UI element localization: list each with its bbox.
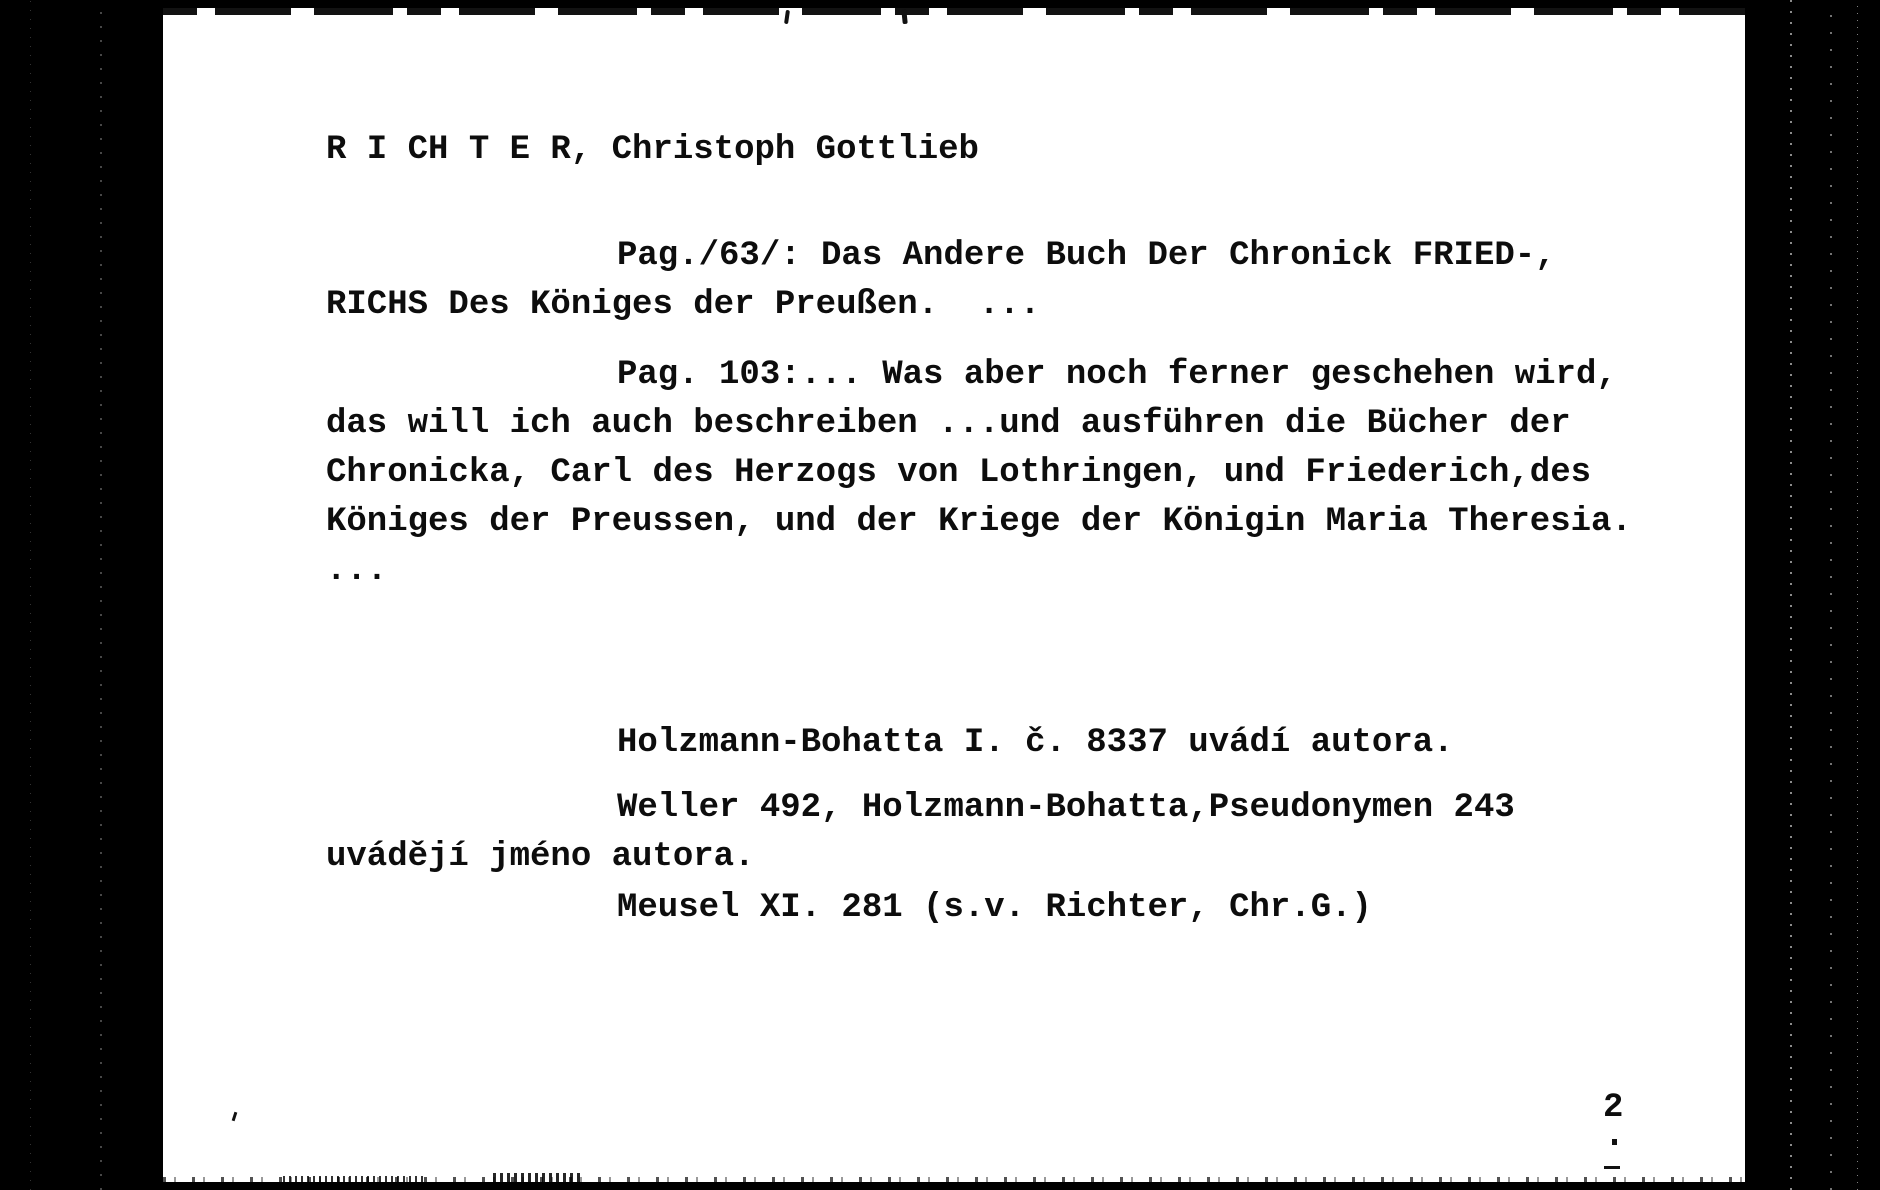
excerpt-line: Chronicka, Carl des Herzogs von Lothringen, und Friederich,des [326, 454, 1592, 492]
excerpt-ellipsis: ... [326, 552, 388, 590]
scan-ink-mark [784, 10, 790, 24]
scan-top-edge-artifact [163, 8, 1745, 15]
document-page [163, 8, 1745, 1182]
scan-speckle [1612, 1139, 1617, 1145]
page-number: 2 [1603, 1089, 1624, 1127]
author-heading: R I CH T E R, Christoph Gottlieb [326, 131, 979, 169]
excerpt-line: Königes der Preussen, und der Kriege der Königin Maria Theresia. [326, 503, 1632, 541]
excerpt-line: Pag. 103:... Was aber noch ferner geschehen wird, [617, 356, 1617, 394]
reference-line: Weller 492, Holzmann-Bohatta,Pseudonymen 243 [617, 789, 1515, 827]
scan-black-margin-left [0, 0, 163, 1190]
excerpt-line: das will ich auch beschreiben ...und ausführen die Bücher der [326, 405, 1571, 443]
scan-speckle [1604, 1166, 1620, 1169]
scan-bottom-noise [493, 1173, 583, 1182]
reference-line: uvádějí jméno autora. [326, 838, 755, 876]
scan-black-margin-right [1745, 0, 1880, 1190]
scan-speckle [232, 1112, 238, 1121]
excerpt-line: Pag./63/: Das Andere Buch Der Chronick FRIED-, [617, 237, 1556, 275]
reference-line: Meusel XI. 281 (s.v. Richter, Chr.G.) [617, 889, 1372, 927]
reference-line: Holzmann-Bohatta I. č. 8337 uvádí autora. [617, 724, 1454, 762]
excerpt-line: RICHS Des Königes der Preußen. ... [326, 286, 1041, 324]
scan-bottom-noise [283, 1176, 423, 1182]
